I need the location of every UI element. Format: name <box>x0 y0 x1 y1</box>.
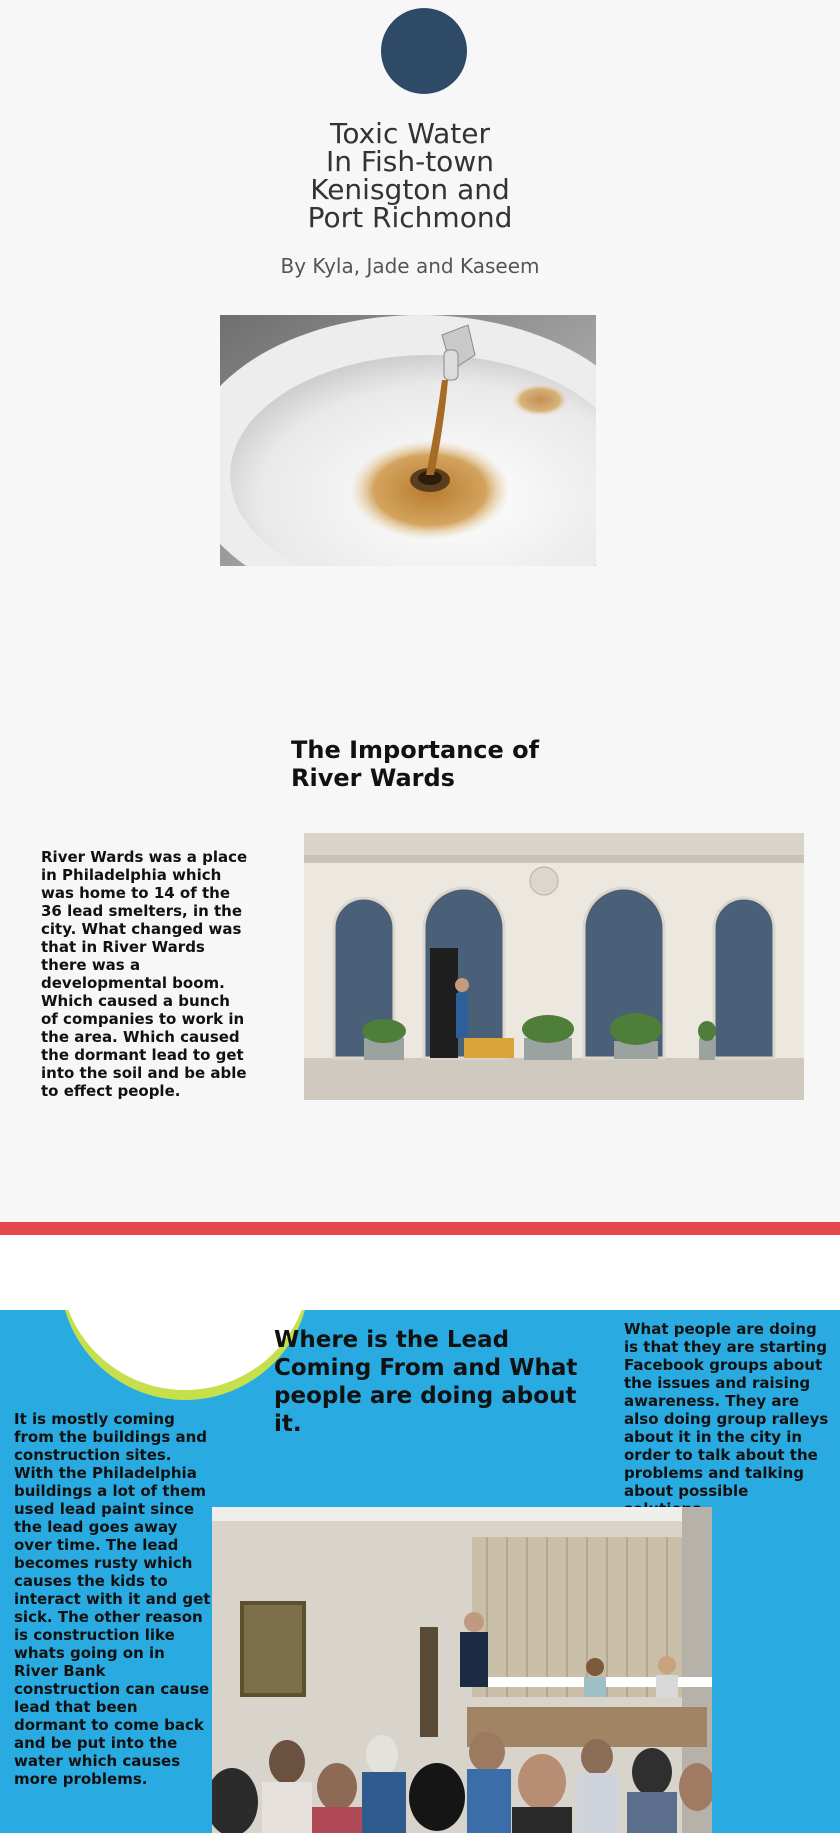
decorative-bowl <box>60 1310 310 1390</box>
river-wards-text: River Wards was a place in Philadelphia which was home to 14 of the 36 lead smelters, in the city. What changed was that in River Wards there was a developmental boom. Which caused a bunch of companies to work in the area. Which caused the dormant lead to get into the soil and be able to effect people. <box>41 848 248 1100</box>
page-title: Toxic Water In Fish-town Kenisgton and Port Richmond <box>307 117 513 234</box>
white-band <box>0 1235 840 1310</box>
lead-section-heading: Where is the Lead Coming From and What people are doing about it. <box>274 1327 578 1437</box>
red-divider-stripe <box>0 1222 840 1235</box>
river-wards-building-image <box>304 833 804 1100</box>
people-action-text: What people are doing is that they are starting Facebook groups about the issues and raising awareness. They are also doing group ralleys about it in the city in order to talk about the problems and talking about possible <box>624 1320 829 1500</box>
building-illustration <box>304 833 804 1100</box>
logo-circle <box>381 8 467 94</box>
byline: By Kyla, Jade and Kaseem <box>280 254 540 278</box>
lead-source-text: It is mostly coming from the buildings and construction sites. With the Philadelphia buildings a lot of them used lead paint since the lead goes away over time. The lead becomes rusty which causes the kids to interact with it and get sick. The other reason is construction like whats going on in River Bank construction can cause lead that been dormant to come back and be put into the water which causes more problems. <box>14 1410 211 1788</box>
community-meeting-image <box>212 1507 712 1833</box>
sink-brown-water-image <box>220 315 596 566</box>
sink-illustration <box>220 315 596 566</box>
river-wards-heading: The Importance of River Wards <box>291 736 540 792</box>
meeting-illustration <box>212 1507 712 1833</box>
lead-section <box>0 1310 840 1833</box>
